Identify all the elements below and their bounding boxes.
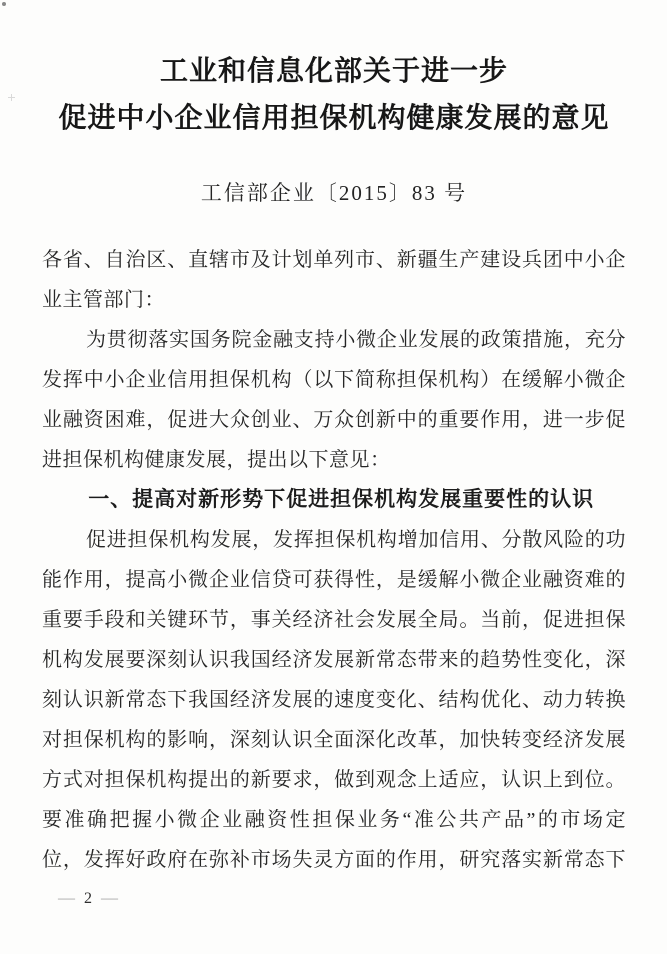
page-footer [58, 886, 118, 911]
registration-mark [8, 94, 15, 101]
footer-dash-right: — [101, 888, 118, 907]
text-line: 促进担保机构发展，发挥担保机构增加信用、分散风险的功 [86, 529, 626, 551]
footer-dash-left: — [58, 888, 75, 907]
document-title-line-1: 工业和信息化部关于进一步 [159, 56, 508, 87]
document-title [42, 48, 626, 142]
scan-speck [2, 2, 6, 6]
document-body [42, 240, 626, 880]
text-line: 刻认识新常态下我国经济发展的速度变化、结构优化、动力转换 [42, 689, 626, 711]
text-line: 能作用，提高小微企业信贷可获得性，是缓解小微企业融资难的 [42, 569, 626, 591]
text-line: 方式对担保机构提出的新要求，做到观念上适应，认识上到位。 [42, 769, 626, 791]
text-line: 发挥中小企业信用担保机构（以下简称担保机构）在缓解小微企 [42, 369, 626, 391]
text-line: 重要手段和关键环节，事关经济社会发展全局。当前，促进担保 [42, 609, 626, 631]
page-number: 2 [84, 890, 92, 907]
text-line: 机构发展要深刻认识我国经济发展新常态带来的趋势性变化，深 [42, 649, 626, 671]
section-heading: 一、提高对新形势下促进担保机构发展重要性的认识 [88, 488, 595, 511]
text-line: 各省、自治区、直辖市及计划单列市、新疆生产建设兵团中小企 [42, 249, 626, 271]
text-line: 进担保机构健康发展，提出以下意见： [42, 449, 391, 471]
text-line: 业融资困难，促进大众创业、万众创新中的重要作用，进一步促 [42, 409, 626, 431]
text-line: 对担保机构的影响，深刻认识全面深化改革，加快转变经济发展 [42, 729, 626, 751]
text-line: 业主管部门： [42, 289, 165, 311]
text-line: 为贯彻落实国务院金融支持小微企业发展的政策措施，充分 [86, 329, 626, 351]
text-line: 位，发挥好政府在弥补市场失灵方面的作用，研究落实新常态下 [42, 849, 626, 871]
document-number: 工信部企业〔2015〕83 号 [200, 181, 468, 205]
document-title-line-2: 促进中小企业信用担保机构健康发展的意见 [58, 103, 610, 134]
text-line: 要准确把握小微企业融资性担保业务“准公共产品”的市场定 [42, 809, 626, 831]
